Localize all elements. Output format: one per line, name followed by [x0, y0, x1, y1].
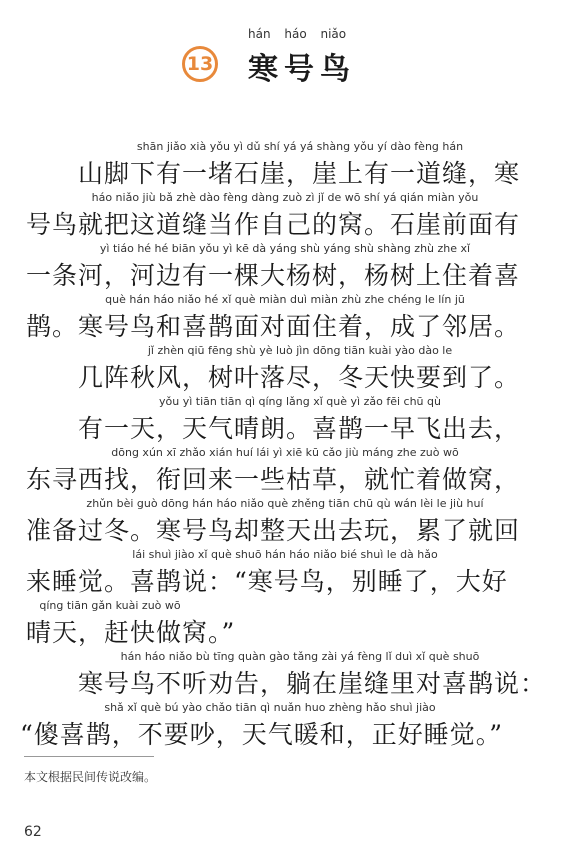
- line-pinyin: què hán háo niǎo hé xǐ què miàn duì miàn zhù zhe chéng le lín jū: [105, 293, 465, 306]
- line-text: 来睡觉。喜鹊说：“寒号鸟，别睡了，大好: [26, 567, 508, 596]
- line-pinyin: yǒu yì tiān tiān qì qíng lǎng xǐ què yì zǎo fēi chū qù: [159, 395, 441, 408]
- lesson-number-badge: 13: [182, 46, 218, 82]
- line-text: 号鸟就把这道缝当作自己的窝。石崖前面有: [26, 210, 521, 239]
- line-text: 有一天，天气晴朗。喜鹊一早飞出去，: [78, 414, 521, 443]
- line-text: 东寻西找，衔回来一些枯草，就忙着做窝，: [26, 465, 521, 494]
- line-pinyin: dōng xún xī zhǎo xián huí lái yì xiē kū cǎo jiù máng zhe zuò wō: [111, 446, 459, 459]
- line-text: 寒号鸟不听劝告，躺在崖缝里对喜鹊说：: [78, 669, 547, 698]
- line-pinyin: shǎ xǐ què bú yào chǎo tiān qì nuǎn huo zhèng hǎo shuì jiào: [104, 701, 436, 714]
- line-text: 晴天，赶快做窝。”: [26, 618, 236, 647]
- line-text: 山脚下有一堵石崖，崖上有一道缝，寒: [78, 159, 521, 188]
- line-text: 准备过冬。寒号鸟却整天出去玩，累了就回: [26, 516, 521, 545]
- footnote: 本文根据民间传说改编。: [24, 770, 157, 784]
- line-pinyin: zhǔn bèi guò dōng hán háo niǎo què zhěng tiān chū qù wán lèi le jiù huí: [86, 497, 484, 510]
- line-pinyin: háo niǎo jiù bǎ zhè dào fèng dàng zuò zì jǐ de wō shí yá qián miàn yǒu: [91, 191, 479, 204]
- page-number: 62: [24, 824, 42, 840]
- line-text: 鹊。寒号鸟和喜鹊面对面住着，成了邻居。: [26, 312, 521, 341]
- line-pinyin: shān jiǎo xià yǒu yì dǔ shí yá yá shàng yǒu yí dào fèng hán: [136, 140, 464, 153]
- line-pinyin: yì tiáo hé hé biān yǒu yì kē dà yáng shù yáng shù shàng zhù zhe xǐ: [99, 242, 471, 255]
- footnote-divider: [24, 756, 154, 757]
- lesson-title: 寒号鸟: [248, 52, 356, 87]
- line-pinyin: jǐ zhèn qiū fēng shù yè luò jìn dōng tiān kuài yào dào le: [147, 344, 453, 357]
- line-pinyin: lái shuì jiào xǐ què shuō hán háo niǎo bié shuì le dà hǎo: [132, 548, 438, 561]
- line-text: 一条河，河边有一棵大杨树，杨树上住着喜: [26, 261, 521, 290]
- line-pinyin: hán háo niǎo bù tīng quàn gào tǎng zài yá fèng lǐ duì xǐ què shuō: [120, 650, 480, 663]
- line-text: “傻喜鹊，不要吵，天气暖和，正好睡觉。”: [20, 720, 504, 749]
- line-pinyin: qíng tiān gǎn kuài zuò wō: [39, 599, 181, 612]
- line-text: 几阵秋风，树叶落尽，冬天快要到了。: [78, 363, 521, 392]
- lesson-title-pinyin: hán háo niǎo: [248, 27, 347, 41]
